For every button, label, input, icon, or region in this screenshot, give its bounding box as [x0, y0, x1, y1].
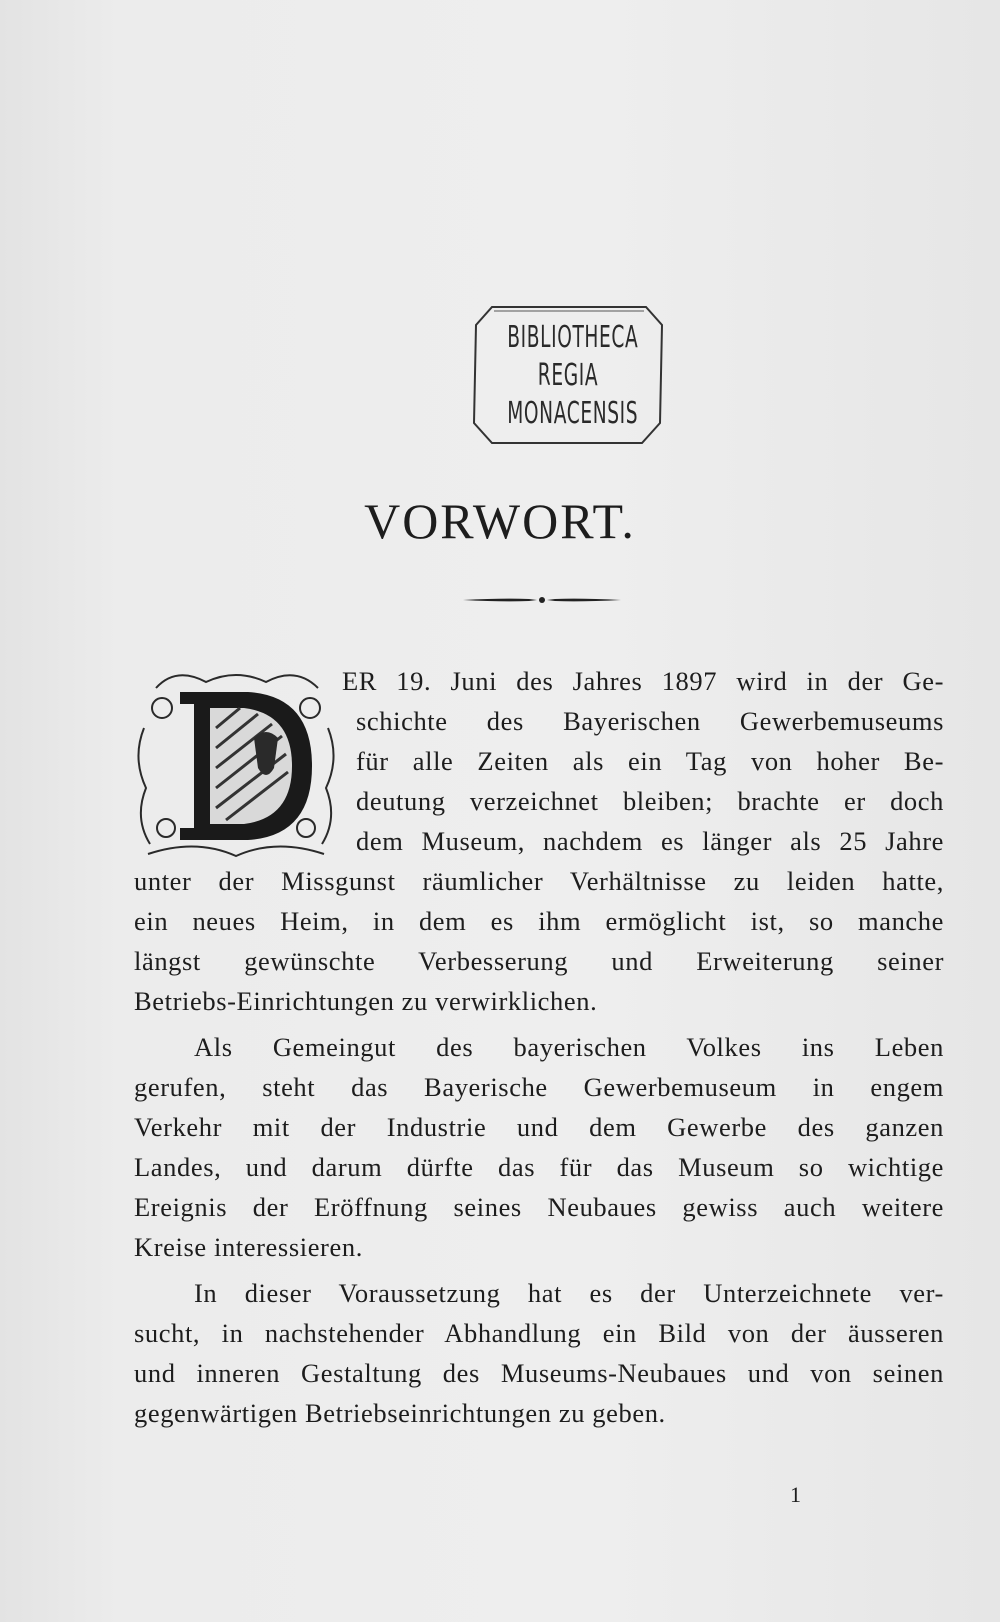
- paragraph-line: gegenwärtigen Betriebseinrichtungen zu geben.: [134, 1398, 666, 1428]
- paragraph-line: für alle Zeiten als ein Tag von hoher Be-: [356, 746, 944, 776]
- paragraph-line: deutung verzeichnet bleiben; brachte er doch: [356, 786, 944, 816]
- stamp-line-1: BIBLIOTHECA: [507, 320, 639, 355]
- paragraph-line: In dieser Voraussetzung hat es der Unterzeichnete ver-: [194, 1278, 944, 1308]
- paragraph-line: Landes, und darum dürfte das für das Museum so wichtige: [134, 1152, 944, 1182]
- page-number: 1: [790, 1482, 801, 1507]
- ornament-divider-icon: [463, 592, 621, 608]
- stamp-text: [470, 319, 666, 433]
- paragraph-line: dem Museum, nachdem es länger als 25 Jahre: [356, 826, 944, 856]
- paragraph-line: unter der Missgunst räumlicher Verhältnisse zu leiden hatte,: [134, 866, 944, 896]
- paragraph-line: Ereignis der Eröffnung seines Neubaues gewiss auch weitere: [134, 1192, 944, 1222]
- page-title: VORWORT.: [364, 493, 636, 549]
- paragraph-line: längst gewünschte Verbesserung und Erweiterung seiner: [134, 946, 944, 976]
- paragraph-line: Als Gemeingut des bayerischen Volkes ins Leben: [194, 1032, 944, 1062]
- stamp-line-3: MONACENSIS: [507, 396, 639, 431]
- stamp-line-2: REGIA: [537, 358, 599, 393]
- paragraph-line: Kreise interessieren.: [134, 1232, 363, 1262]
- paragraph-line: sucht, in nachstehender Abhandlung ein Bild von der äusseren: [134, 1318, 944, 1348]
- paragraph-line: gerufen, steht das Bayerische Gewerbemuseum in engem: [134, 1072, 944, 1102]
- paragraph-line: Verkehr mit der Industrie und dem Gewerbe des ganzen: [134, 1112, 944, 1142]
- paragraph-line: ein neues Heim, in dem es ihm ermöglicht ist, so manche: [134, 906, 944, 936]
- paragraph-line: Betriebs-Einrichtungen zu verwirklichen.: [134, 986, 598, 1016]
- paragraph-line: schichte des Bayerischen Gewerbemuseums: [356, 706, 944, 736]
- paragraph-line: ER 19. Juni des Jahres 1897 wird in der Ge-: [342, 666, 944, 696]
- ornamental-initial-d-icon: [136, 668, 336, 864]
- library-stamp: [470, 305, 666, 445]
- paragraph-line: und inneren Gestaltung des Museums-Neubaues und von seinen: [134, 1358, 944, 1388]
